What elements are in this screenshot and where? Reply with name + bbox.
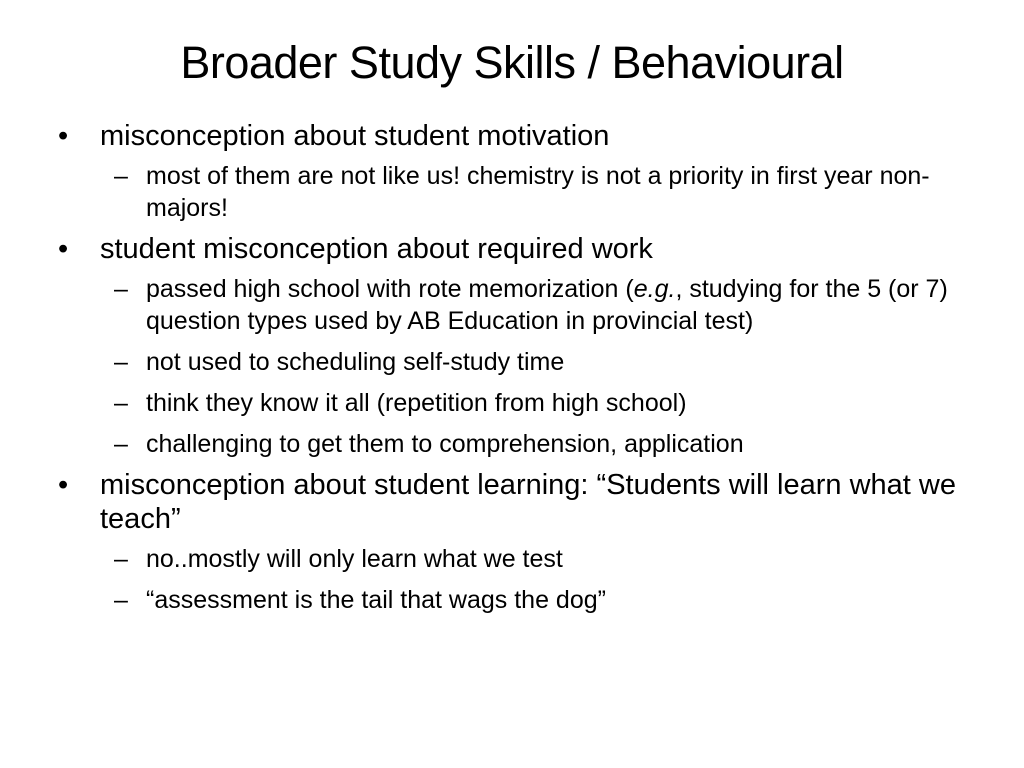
bullet-icon: • <box>58 469 69 501</box>
bullet-item-2 <box>58 232 978 266</box>
bullet-icon: • <box>58 120 69 152</box>
bullet-icon: • <box>58 233 69 265</box>
sub-item-text-before: passed high school with rote memorization ( <box>146 275 634 303</box>
bullet-item-1 <box>58 119 978 153</box>
dash-icon: – <box>114 586 128 614</box>
dash-icon: – <box>114 430 128 458</box>
bullet-text: misconception about student learning: “Students will learn what we teach” <box>100 469 956 535</box>
sub-item-text: most of them are not like us! chemistry is not a priority in first year non-majors! <box>146 162 930 222</box>
sub-item-3-1 <box>58 543 978 575</box>
bullet-text: student misconception about required work <box>100 233 653 265</box>
sub-item-text: not used to scheduling self-study time <box>146 348 565 376</box>
bullet-item-3 <box>58 468 978 536</box>
sub-item-2-1 <box>58 273 978 337</box>
dash-icon: – <box>114 348 128 376</box>
sub-item-3-2 <box>58 584 978 616</box>
dash-icon: – <box>114 389 128 417</box>
sub-item-text-italic: e.g. <box>633 275 676 303</box>
dash-icon: – <box>114 162 128 190</box>
dash-icon: – <box>114 545 128 573</box>
sub-item-text: “assessment is the tail that wags the dog” <box>146 586 606 614</box>
sub-item-2-2 <box>58 346 978 378</box>
bullet-text: misconception about student motivation <box>100 120 610 152</box>
sub-item-text: think they know it all (repetition from high school) <box>146 389 687 417</box>
sub-item-text-after: , studying for the 5 (or 7) question types used by AB Education in provincial test) <box>146 275 948 335</box>
dash-icon: – <box>114 275 128 303</box>
sub-item-1-1 <box>58 160 978 224</box>
slide-title: Broader Study Skills / Behavioural <box>180 37 844 88</box>
slide-body <box>58 116 978 616</box>
sub-item-2-4 <box>58 428 978 460</box>
sub-item-2-3 <box>58 387 978 419</box>
sub-item-text: no..mostly will only learn what we test <box>146 545 563 573</box>
sub-item-text: challenging to get them to comprehension, application <box>146 430 744 458</box>
